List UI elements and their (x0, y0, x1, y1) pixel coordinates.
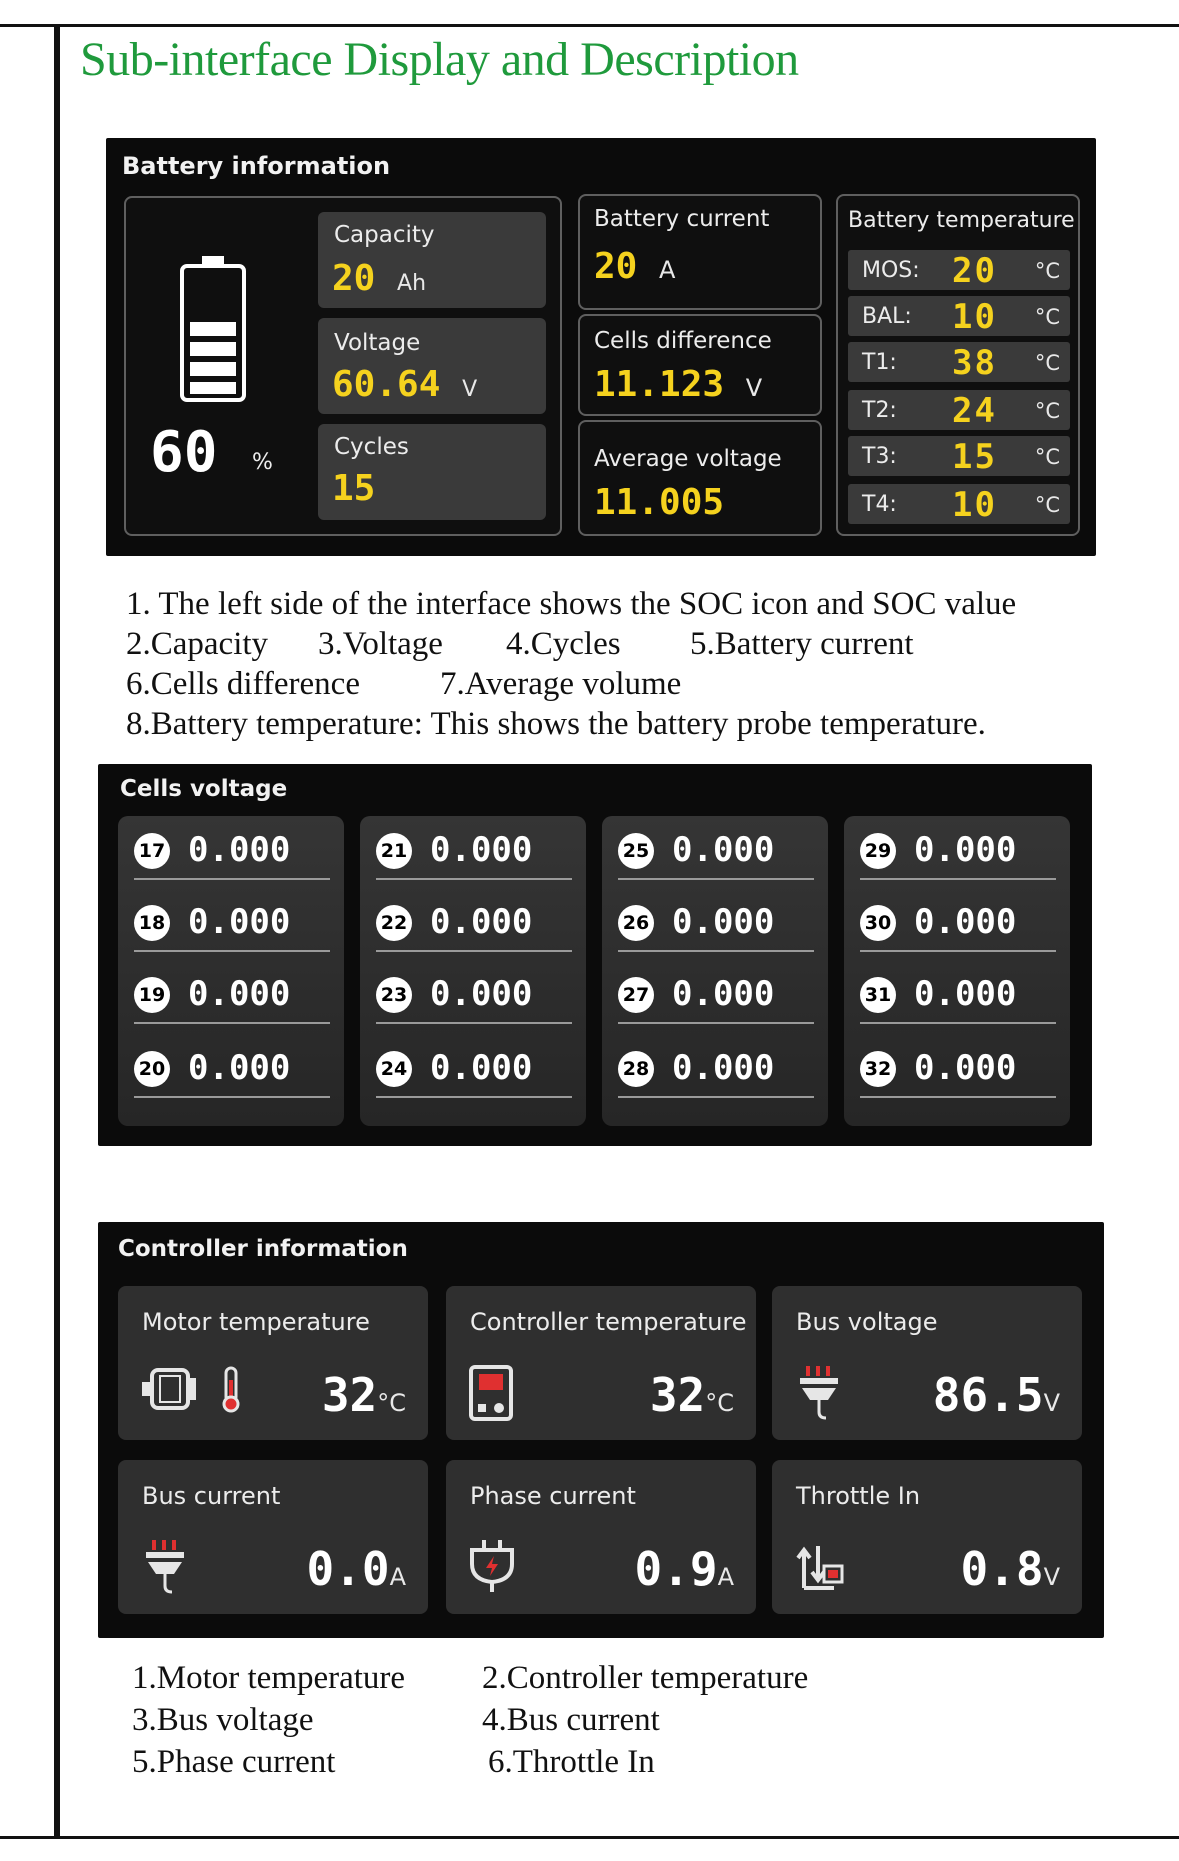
cell-voltage-value: 0.000 (914, 902, 1017, 942)
cell-number-badge: 20 (134, 1051, 170, 1087)
voltage-unit: V (462, 377, 478, 402)
plug-icon (794, 1364, 844, 1422)
temperature-row-value: 24 (952, 391, 997, 431)
cells-column-3 (602, 816, 828, 1126)
battery-desc-line-4: 8.Battery temperature: This shows the battery probe temperature. (126, 706, 986, 742)
controller-desc-bus-current: 4.Bus current (482, 1702, 660, 1738)
phase-current-label: Phase current (470, 1482, 636, 1510)
battery-current-unit: A (659, 256, 676, 284)
value-number: 32 (321, 1368, 378, 1422)
cell-voltage-value: 0.000 (430, 1048, 533, 1088)
bus-voltage-value (933, 1368, 1060, 1422)
temperature-row-t3 (848, 436, 1070, 476)
cell-number-badge: 17 (134, 833, 170, 869)
controller-desc-phase-current: 5.Phase current (132, 1744, 336, 1780)
cell-row (614, 964, 814, 1024)
capacity-number: 20 (332, 258, 376, 299)
divider (376, 1022, 572, 1024)
cell-voltage-value: 0.000 (188, 974, 291, 1014)
capacity-label: Capacity (334, 222, 435, 248)
temperature-row-label: T2: (862, 398, 897, 423)
cell-row (856, 964, 1056, 1024)
divider (618, 1022, 814, 1024)
bus-current-value (306, 1542, 406, 1596)
cell-row (130, 892, 330, 952)
cell-row (614, 892, 814, 952)
motor-temperature-label: Motor temperature (142, 1308, 370, 1336)
value-number: 0.8 (960, 1542, 1044, 1596)
soc-unit: % (252, 450, 273, 475)
temperature-row-bal (848, 296, 1070, 336)
cell-row (130, 964, 330, 1024)
cell-row (130, 820, 330, 880)
battery-desc-capacity: 2.Capacity (126, 626, 269, 662)
cycles-value: 15 (332, 468, 376, 509)
bus-voltage-tile (772, 1286, 1082, 1440)
cell-number-badge: 26 (618, 905, 654, 941)
value-number: 32 (649, 1368, 706, 1422)
bottom-rule (0, 1836, 1179, 1839)
divider (860, 950, 1056, 952)
cell-number-badge: 29 (860, 833, 896, 869)
cell-voltage-value: 0.000 (430, 974, 533, 1014)
temperature-row-label: BAL: (862, 304, 912, 329)
cycles-label: Cycles (334, 434, 409, 460)
cells-column-1 (118, 816, 344, 1126)
divider (860, 1022, 1056, 1024)
cell-row (372, 964, 572, 1024)
cell-number-badge: 21 (376, 833, 412, 869)
battery-temperature-label: Battery temperature (848, 208, 1075, 233)
cell-number-badge: 31 (860, 977, 896, 1013)
cell-voltage-value: 0.000 (914, 1048, 1017, 1088)
cell-voltage-value: 0.000 (430, 830, 533, 870)
cell-voltage-value: 0.000 (430, 902, 533, 942)
divider (134, 878, 330, 880)
controller-temperature-label: Controller temperature (470, 1308, 747, 1336)
cell-voltage-value: 0.000 (188, 902, 291, 942)
motor-temperature-value (322, 1368, 406, 1422)
temperature-row-label: T1: (862, 350, 897, 375)
phase-current-tile (446, 1460, 756, 1614)
temperature-row-unit: °C (1034, 493, 1060, 517)
temperature-row-value: 38 (952, 343, 997, 383)
socket-icon (468, 1538, 518, 1596)
bus-current-tile (118, 1460, 428, 1614)
temperature-row-t2 (848, 390, 1070, 430)
battery-icon (178, 254, 248, 404)
cell-number-badge: 18 (134, 905, 170, 941)
cell-number-badge: 19 (134, 977, 170, 1013)
cell-number-badge: 22 (376, 905, 412, 941)
value-unit: V (1043, 1389, 1060, 1417)
panel-title: Battery information (122, 152, 391, 180)
cell-number-badge: 24 (376, 1051, 412, 1087)
throttle-icon (794, 1538, 848, 1596)
temperature-row-label: T3: (862, 444, 897, 469)
temperature-row-value: 10 (952, 297, 997, 337)
cell-voltage-value: 0.000 (188, 1048, 291, 1088)
cell-row (372, 892, 572, 952)
controller-desc-throttle-in: 6.Throttle In (488, 1744, 655, 1780)
cells-difference-number: 11.123 (594, 364, 725, 405)
divider (618, 1096, 814, 1098)
bus-voltage-label: Bus voltage (796, 1308, 938, 1336)
temperature-row-unit: °C (1034, 445, 1060, 469)
temperature-row-unit: °C (1034, 351, 1060, 375)
battery-current-value (594, 246, 675, 287)
temperature-row-unit: °C (1034, 305, 1060, 329)
controller-desc-motor-temperature: 1.Motor temperature (132, 1660, 406, 1696)
controller-temperature-value (650, 1368, 734, 1422)
temperature-row-unit: °C (1034, 259, 1060, 283)
divider (860, 878, 1056, 880)
cell-voltage-value: 0.000 (914, 974, 1017, 1014)
cell-number-badge: 30 (860, 905, 896, 941)
motor-thermometer-icon (140, 1364, 250, 1414)
value-number: 86.5 (932, 1368, 1044, 1422)
cell-row (614, 1038, 814, 1098)
motor-temperature-tile (118, 1286, 428, 1440)
temperature-row-value: 15 (952, 437, 997, 477)
cell-number-badge: 32 (860, 1051, 896, 1087)
divider (618, 950, 814, 952)
cell-row (614, 820, 814, 880)
cell-voltage-value: 0.000 (672, 1048, 775, 1088)
divider (618, 878, 814, 880)
cells-difference-value (594, 364, 762, 405)
cell-row (856, 1038, 1056, 1098)
cells-difference-unit: V (745, 374, 763, 402)
value-unit: V (1043, 1563, 1060, 1591)
voltage-number: 60.64 (332, 364, 441, 405)
temperature-row-label: T4: (862, 492, 897, 517)
controller-temperature-tile (446, 1286, 756, 1440)
cell-voltage-value: 0.000 (672, 974, 775, 1014)
voltage-label: Voltage (334, 330, 421, 356)
battery-desc-average-volume: 7.Average volume (440, 666, 682, 702)
panel-title: Cells voltage (120, 776, 288, 802)
value-unit: A (389, 1563, 406, 1591)
battery-desc-cells-difference: 6.Cells difference (126, 666, 360, 702)
battery-current-number: 20 (594, 246, 638, 287)
temperature-row-mos (848, 250, 1070, 290)
temperature-row-value: 20 (952, 251, 997, 291)
value-number: 0.0 (306, 1542, 390, 1596)
temperature-row-t4 (848, 484, 1070, 524)
plug-icon (140, 1538, 190, 1596)
temperature-row-unit: °C (1034, 399, 1060, 423)
battery-desc-cycles: 4.Cycles (506, 626, 621, 662)
voltage-value (332, 364, 477, 405)
cell-row (372, 820, 572, 880)
bus-current-label: Bus current (142, 1482, 281, 1510)
divider (376, 1096, 572, 1098)
cell-row (856, 892, 1056, 952)
value-number: 0.9 (634, 1542, 718, 1596)
cell-number-badge: 28 (618, 1051, 654, 1087)
controller-icon (468, 1364, 518, 1422)
cell-voltage-value: 0.000 (188, 830, 291, 870)
divider (376, 878, 572, 880)
cells-column-4 (844, 816, 1070, 1126)
capacity-value (332, 258, 426, 299)
average-voltage-value: 11.005 (594, 482, 725, 523)
cells-difference-label: Cells difference (594, 328, 772, 354)
battery-desc-line-1: 1. The left side of the interface shows the SOC icon and SOC value (126, 586, 1017, 622)
temperature-row-t1 (848, 342, 1070, 382)
value-unit: °C (377, 1389, 406, 1417)
top-rule (0, 24, 1179, 27)
value-unit: A (717, 1563, 734, 1591)
throttle-in-value (960, 1542, 1060, 1596)
page-title: Sub-interface Display and Description (80, 33, 799, 86)
phase-current-value (634, 1542, 734, 1596)
temperature-row-label: MOS: (862, 258, 920, 283)
divider (134, 950, 330, 952)
value-unit: °C (705, 1389, 734, 1417)
cell-row (856, 820, 1056, 880)
controller-desc-bus-voltage: 3.Bus voltage (132, 1702, 314, 1738)
average-voltage-label: Average voltage (594, 446, 782, 472)
capacity-unit: Ah (397, 271, 427, 296)
divider (860, 1096, 1056, 1098)
cells-column-2 (360, 816, 586, 1126)
cell-voltage-value: 0.000 (914, 830, 1017, 870)
cell-voltage-value: 0.000 (672, 902, 775, 942)
battery-current-label: Battery current (594, 206, 770, 232)
cell-number-badge: 23 (376, 977, 412, 1013)
battery-desc-battery-current: 5.Battery current (690, 626, 914, 662)
soc-number: 60 (150, 420, 218, 485)
temperature-row-value: 10 (952, 485, 997, 525)
cell-voltage-value: 0.000 (672, 830, 775, 870)
panel-title: Controller information (118, 1236, 408, 1262)
throttle-in-label: Throttle In (796, 1482, 921, 1510)
cell-number-badge: 25 (618, 833, 654, 869)
cell-row (372, 1038, 572, 1098)
cell-row (130, 1038, 330, 1098)
divider (376, 950, 572, 952)
soc-value (150, 420, 217, 485)
battery-desc-voltage: 3.Voltage (318, 626, 443, 662)
divider (134, 1022, 330, 1024)
cell-number-badge: 27 (618, 977, 654, 1013)
left-rule (54, 24, 60, 1839)
throttle-in-tile (772, 1460, 1082, 1614)
divider (134, 1096, 330, 1098)
controller-desc-controller-temperature: 2.Controller temperature (482, 1660, 809, 1696)
